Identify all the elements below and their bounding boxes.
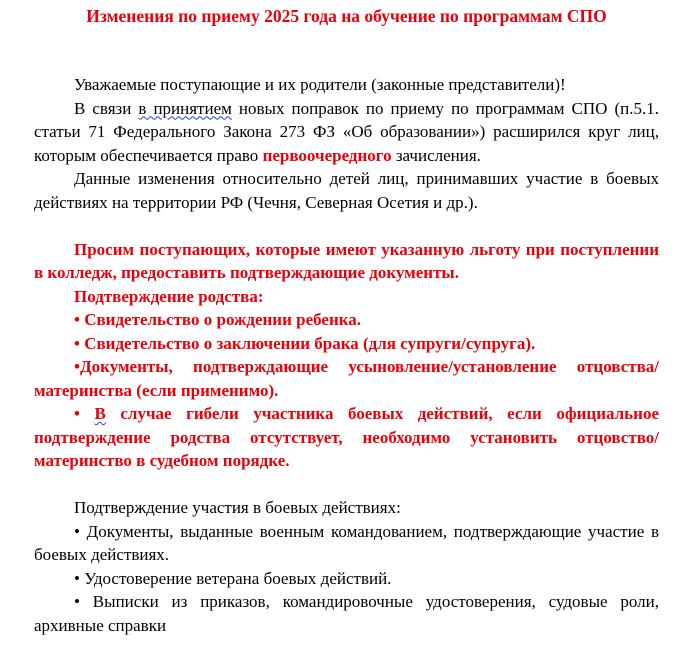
participation-item-veteran-certificate: • Удостоверение ветерана боевых действий. <box>74 568 392 588</box>
amendments-text-end: зачисления. <box>391 145 481 165</box>
kinship-item-court-establishment <box>34 402 659 473</box>
court-text: случае гибели участника боевых действий, если официальное подтверждение родства отсутствует, необходимо установить отцовство/материнство в судебном порядке. <box>34 404 660 470</box>
amendments-paragraph <box>34 97 659 168</box>
participation-heading: Подтверждение участия в боевых действиях: <box>74 498 401 517</box>
changes-paragraph: Данные изменения относительно детей лиц, принимавших участие в боевых действиях на территории РФ (Чечня, Северная Осетия и др.). <box>34 169 659 212</box>
spacer <box>34 214 659 238</box>
kinship-item-adoption-documents: •Документы, подтверждающие усыновление/установление отцовства/материнства (если применимо). <box>34 357 659 400</box>
kinship-heading: Подтверждение родства: <box>74 286 264 306</box>
page-title: Изменения по приему 2025 года на обучение по программам СПО <box>86 6 607 26</box>
spellcheck-underlined-word: В <box>94 404 106 423</box>
spellcheck-underlined-word: в принятием <box>138 98 232 118</box>
participation-item-orders-extracts: • Выписки из приказов, командировочные удостоверения, судовые роли, архивные справки <box>34 592 659 635</box>
kinship-item-birth-certificate: • Свидетельство о рождении ребенка. <box>74 310 362 329</box>
amendments-text-start: В связи <box>74 98 139 118</box>
document-body <box>34 73 659 637</box>
kinship-item-marriage-certificate: • Свидетельство о заключении брака (для супруги/супруга). <box>74 333 536 353</box>
spacer <box>34 473 659 497</box>
request-paragraph: Просим поступающих, которые имеют указанную льготу при поступлении в колледж, предоставить подтверждающие документы. <box>34 239 659 282</box>
greeting-paragraph: Уважаемые поступающие и их родители (законные представители)! <box>74 75 566 94</box>
amendments-text-middle: новых поправок по приему по программам СПО (п.5.1. статьи 71 Федерального Закона 273 ФЗ «Об образовании») расширился круг лиц, которым обеспечивается право <box>34 98 659 165</box>
participation-item-command-documents: • Документы, выданные военным командованием, подтверждающие участие в боевых действиях. <box>34 521 659 564</box>
priority-highlight: первоочередного <box>262 145 392 165</box>
bullet: • <box>74 404 95 423</box>
